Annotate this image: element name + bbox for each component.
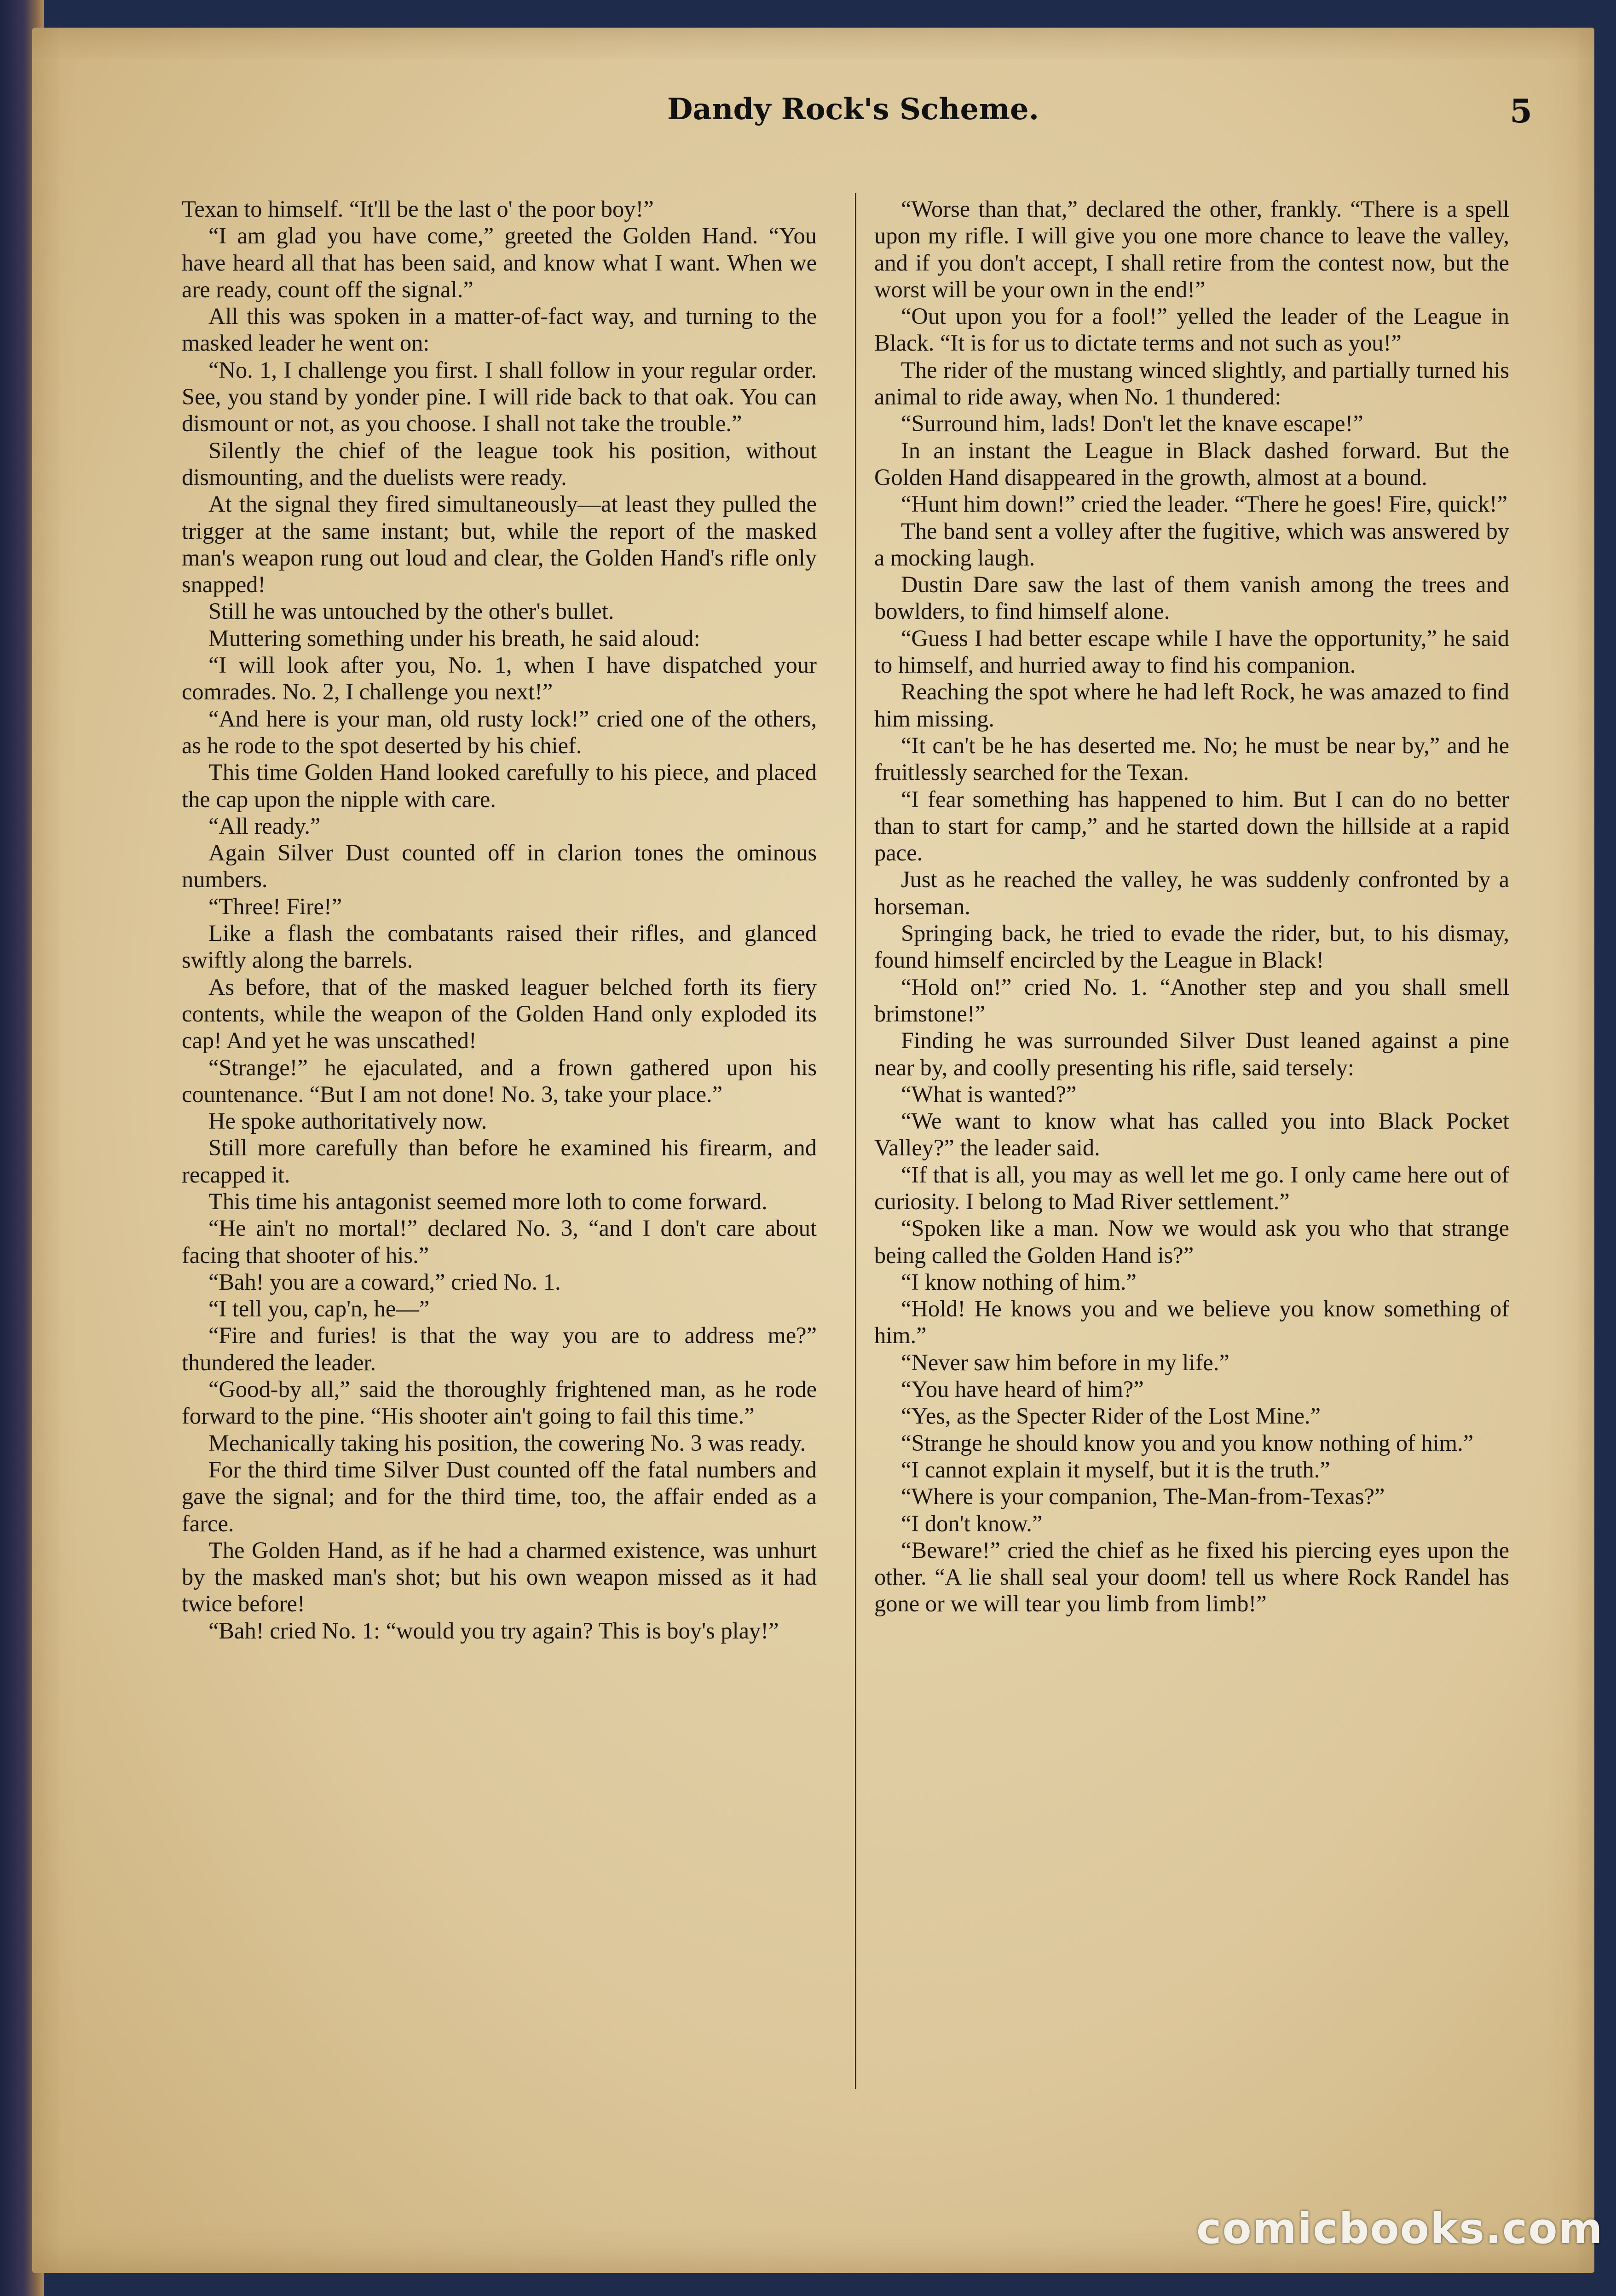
paragraph: Again Silver Dust counted off in clarion tones the ominous numbers. (182, 840, 817, 893)
paragraph: “Worse than that,” declared the other, frankly. “There is a spell upon my rifle. I will give you one more chance to leave the valley, and if you don't accept, I shall retire from the contest now, but the worst will be your own in the end!” (874, 196, 1509, 302)
watermark: comicbooks.com (1196, 2204, 1604, 2253)
paragraph: “We want to know what has called you into Black Pocket Valley?” the leader said. (874, 1108, 1509, 1161)
paragraph: The Golden Hand, as if he had a charmed existence, was unhurt by the masked man's shot; but his own weapon missed as it had twice before! (182, 1537, 817, 1617)
paragraph: “It can't be he has deserted me. No; he must be near by,” and he fruitlessly searched for the Texan. (874, 732, 1509, 785)
paragraph: He spoke authoritatively now. (208, 1108, 487, 1134)
paragraph: “Spoken like a man. Now we would ask you who that strange being called the Golden Hand is?” (874, 1215, 1509, 1268)
paragraph: “Never saw him before in my life.” (901, 1349, 1229, 1375)
paragraph: Texan to himself. “It'll be the last o' the poor boy!” (182, 196, 654, 222)
paragraph: “Hold! He knows you and we believe you know something of him.” (874, 1296, 1509, 1349)
paragraph: Still he was untouched by the other's bullet. (208, 598, 614, 624)
paragraph: “All ready.” (208, 813, 321, 839)
paragraph: “Beware!” cried the chief as he fixed his piercing eyes upon the other. “A lie shall seal your doom! tell us where Rock Randel has gone or we will tear you limb from limb!” (874, 1537, 1509, 1617)
paragraph: “Strange he should know you and you know nothing of him.” (901, 1430, 1474, 1456)
paragraph: “Bah! cried No. 1: “would you try again? This is boy's play!” (208, 1617, 779, 1644)
left-text-column (182, 196, 817, 1644)
paragraph: “I know nothing of him.” (901, 1269, 1137, 1295)
paragraph: “I cannot explain it myself, but it is the truth.” (901, 1456, 1330, 1483)
paragraph: “He ain't no mortal!” declared No. 3, “and I don't care about facing that shooter of his.” (182, 1215, 817, 1268)
paragraph: “No. 1, I challenge you first. I shall follow in your regular order. See, you stand by yonder pine. I will ride back to that oak. You can dismount or not, as you choose. I shall not take the trouble.” (182, 357, 817, 437)
paragraph: Finding he was surrounded Silver Dust leaned against a pine near by, and coolly presenting his rifle, said tersely: (874, 1027, 1509, 1080)
right-text-column (874, 196, 1509, 1617)
paragraph: “Fire and furies! is that the way you are to address me?” thundered the leader. (182, 1322, 817, 1375)
paragraph: The band sent a volley after the fugitive, which was answered by a mocking laugh. (874, 518, 1509, 571)
paragraph: “Three! Fire!” (208, 893, 342, 919)
paragraph: Mechanically taking his position, the cowering No. 3 was ready. (208, 1430, 806, 1456)
paragraph: “I will look after you, No. 1, when I have dispatched your comrades. No. 2, I challenge you next!” (182, 652, 817, 705)
paragraph: “Where is your companion, The-Man-from-Texas?” (901, 1483, 1385, 1510)
paragraph: “Hunt him down!” cried the leader. “There he goes! Fire, quick!” (901, 491, 1508, 517)
paragraph: “Guess I had better escape while I have the opportunity,” he said to himself, and hurried away to find his companion. (874, 625, 1509, 678)
paragraph: The rider of the mustang winced slightly, and partially turned his animal to ride away, when No. 1 thundered: (874, 357, 1509, 410)
page-header (598, 87, 1532, 138)
paragraph: Dustin Dare saw the last of them vanish among the trees and bowlders, to find himself alone. (874, 571, 1509, 624)
column-divider (855, 193, 856, 2089)
running-title: Dandy Rock's Scheme. (667, 92, 1039, 127)
paragraph: All this was spoken in a matter-of-fact way, and turning to the masked leader he went on: (182, 303, 817, 356)
paragraph: “I am glad you have come,” greeted the Golden Hand. “You have heard all that has been said, and know what I want. When we are ready, count off the signal.” (182, 223, 817, 302)
paragraph: At the signal they fired simultaneously—at least they pulled the trigger at the same instant; but, while the report of the masked man's weapon rung out loud and clear, the Golden Hand's rifle only snapped! (182, 491, 817, 598)
paragraph: This time Golden Hand looked carefully to his piece, and placed the cap upon the nipple with care. (182, 759, 817, 812)
paragraph: “If that is all, you may as well let me go. I only came here out of curiosity. I belong to Mad River settlement.” (874, 1161, 1509, 1214)
paragraph: “I tell you, cap'n, he—” (208, 1296, 430, 1322)
paragraph: Reaching the spot where he had left Rock, he was amazed to find him missing. (874, 679, 1509, 732)
paragraph: As before, that of the masked leaguer belched forth its fiery contents, while the weapon of the Golden Hand only exploded its cap! And yet he was unscathed! (182, 974, 817, 1054)
paragraph: In an instant the League in Black dashed forward. But the Golden Hand disappeared in the growth, almost at a bound. (874, 437, 1509, 490)
paragraph: “I fear something has happened to him. But I can do no better than to start for camp,” and he started down the hillside at a rapid pace. (874, 786, 1509, 866)
paragraph: Like a flash the combatants raised their rifles, and glanced swiftly along the barrels. (182, 920, 817, 973)
paragraph: “Strange!” he ejaculated, and a frown gathered upon his countenance. “But I am not done! No. 3, take your place.” (182, 1054, 817, 1107)
paragraph: “And here is your man, old rusty lock!” cried one of the others, as he rode to the spot deserted by his chief. (182, 705, 817, 758)
paragraph: “I don't know.” (901, 1510, 1043, 1536)
paragraph: “You have heard of him?” (901, 1376, 1144, 1402)
paragraph: Still more carefully than before he examined his firearm, and recapped it. (182, 1135, 817, 1188)
page-number: 5 (1510, 92, 1532, 130)
paragraph: “Bah! you are a coward,” cried No. 1. (208, 1269, 561, 1295)
paragraph: “Surround him, lads! Don't let the knave escape!” (901, 410, 1363, 437)
paragraph: Muttering something under his breath, he said aloud: (208, 625, 700, 651)
paragraph: “What is wanted?” (901, 1081, 1077, 1107)
paragraph: Just as he reached the valley, he was suddenly confronted by a horseman. (874, 866, 1509, 919)
paragraph: This time his antagonist seemed more loth to come forward. (208, 1188, 768, 1214)
paragraph: Silently the chief of the league took his position, without dismounting, and the duelists were ready. (182, 437, 817, 490)
paragraph: “Hold on!” cried No. 1. “Another step and you shall smell brimstone!” (874, 974, 1509, 1027)
paragraph: “Yes, as the Specter Rider of the Lost Mine.” (901, 1403, 1321, 1429)
paragraph: For the third time Silver Dust counted off the fatal numbers and gave the signal; and for the third time, too, the affair ended as a farce. (182, 1456, 817, 1536)
paragraph: Springing back, he tried to evade the rider, but, to his dismay, found himself encircled by the League in Black! (874, 920, 1509, 973)
paragraph: “Good-by all,” said the thoroughly frightened man, as he rode forward to the pine. “His shooter ain't going to fail this time.” (182, 1376, 817, 1429)
paragraph: “Out upon you for a fool!” yelled the leader of the League in Black. “It is for us to dictate terms and not such as you!” (874, 303, 1509, 356)
